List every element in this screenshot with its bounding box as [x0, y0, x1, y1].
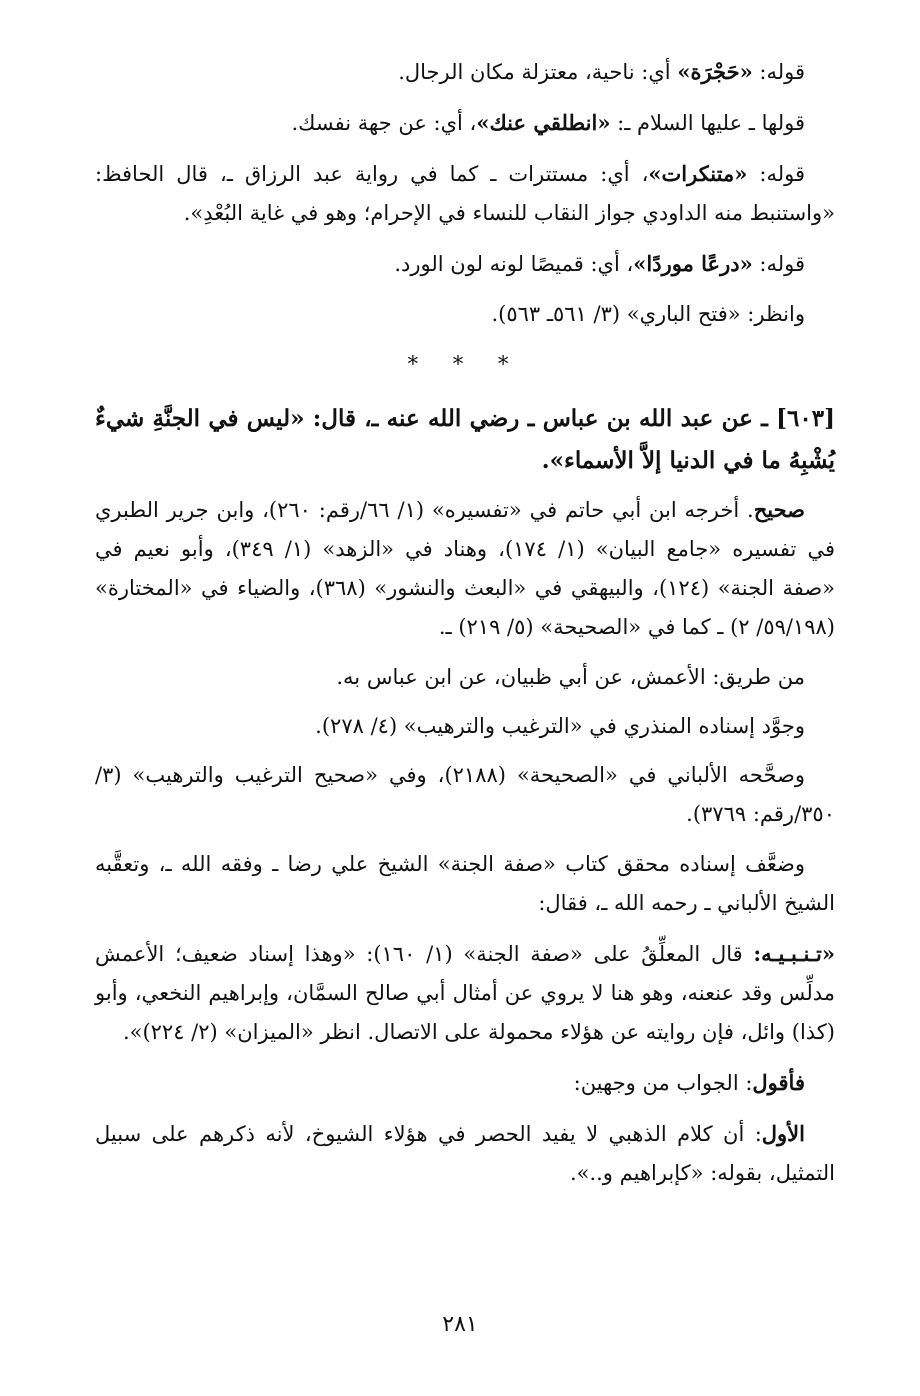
- note-text: أي: ناحية، معتزلة مكان الرجال.: [398, 60, 678, 84]
- tanbih-paragraph: [95, 934, 835, 1052]
- tadif-line: وضعَّف إسناده محقق كتاب «صفة الجنة» الشيخ علي رضا ـ وفقه الله ـ، وتعقَّبه الشيخ الألباني ـ رحمه الله ـ، فقال:: [95, 852, 835, 915]
- note-text: ، أي: عن جهة نفسك.: [291, 111, 477, 135]
- note-mutanakkirat: [95, 154, 835, 233]
- note-text: ، أي: قميصًا لونه لون الورد.: [394, 252, 634, 276]
- awwal-text: : أن كلام الذهبي لا يفيد الحصر في هؤلاء الشيوخ، لأنه ذكرهم على سبيل التمثيل، بقوله: «كإبراهيم و..».: [95, 1122, 835, 1185]
- note-intaliqi: [95, 103, 835, 143]
- section-separator: * * *: [407, 352, 523, 376]
- note-text: ، أي: مستترات ـ كما في رواية عبد الرزاق ـ، قال الحافظ: «واستنبط منه الداودي جواز النقاب للنساء في الإحرام؛ وهو في غاية البُعْدِ».: [95, 162, 835, 225]
- aqul-text: : الجواب من وجهين:: [573, 1071, 753, 1095]
- tanbih-label: «تـنـبـيـه:: [753, 941, 835, 966]
- grade-label: صحيح: [753, 497, 805, 522]
- note-term: «متنكرات»: [648, 161, 748, 186]
- aqul-label: فأقول: [752, 1070, 805, 1095]
- page-body: [95, 52, 835, 1204]
- note-term: «درعًا موردًا»: [633, 251, 753, 276]
- mundhiri-line: وجوَّد إسناده المنذري في «الترغيب والترهيب» (٤/ ٢٧٨).: [315, 714, 805, 738]
- note-see-fath: وانظر: «فتح الباري» (٣/ ٥٦١ـ ٥٦٣).: [491, 302, 805, 326]
- tanbih-text: قال المعلِّقُ على «صفة الجنة» (١/ ١٦٠): «وهذا إسناد ضعيف؛ الأعمش مدلِّس وقد عنعنه، وهو هنا لا يروي عن أمثال أبي صالح السمَّان، وإبراهيم النخعي، وأبو (كذا) وائل، فإن روايته عن هؤلاء محمولة على الاتصال. انظر «الميزان» (٢/ ٢٢٤)».: [95, 942, 835, 1044]
- takhrij-text: . أخرجه ابن أبي حاتم في «تفسيره» (١/ ٦٦/رقم: ٢٦٠)، وابن جرير الطبري في تفسيره «جامع البيان» (١/ ١٧٤)، وهناد في «الزهد» (١/ ٣٤٩)، وأبو نعيم في «صفة الجنة» (١٢٤)، والبيهقي في «البعث والنشور» (٣٦٨)، والضياء في «المختارة» (٥٩/١٩٨/ ٢) ـ كما في «الصحيحة» (٥/ ٢١٩) ـ.: [95, 498, 836, 639]
- note-text: قوله:: [752, 60, 805, 84]
- awwal-paragraph: [95, 1114, 835, 1193]
- note-term: «حَجْرَة»: [677, 59, 753, 84]
- note-text: قوله:: [752, 252, 805, 276]
- note-text: قولها ـ عليها السلام ـ:: [610, 111, 805, 135]
- isnad-line: من طريق: الأعمش، عن أبي ظبيان، عن ابن عباس به.: [336, 665, 805, 689]
- page-number: ٢٨١: [442, 1312, 478, 1337]
- note-hajra: [95, 52, 835, 92]
- albani-line: وصحَّحه الألباني في «الصحيحة» (٢١٨٨)، وفي «صحيح الترغيب والترهيب» (٣/ ٣٥٠/رقم: ٣٧٦٩).: [95, 763, 835, 826]
- aqul-line: [95, 1063, 835, 1103]
- note-text: قوله:: [747, 162, 805, 186]
- note-term: «انطلقي عنك»: [476, 110, 611, 135]
- note-dir: [95, 244, 835, 284]
- awwal-label: الأول: [761, 1121, 805, 1146]
- takhrij-paragraph: [95, 490, 835, 647]
- hadith-603: [٦٠٣] ـ عن عبد الله بن عباس ـ رضي الله عنه ـ، قال: «ليس في الجنَّةِ شيءٌ يُشْبِهُ ما في الدنيا إلاَّ الأسماء».: [95, 405, 835, 474]
